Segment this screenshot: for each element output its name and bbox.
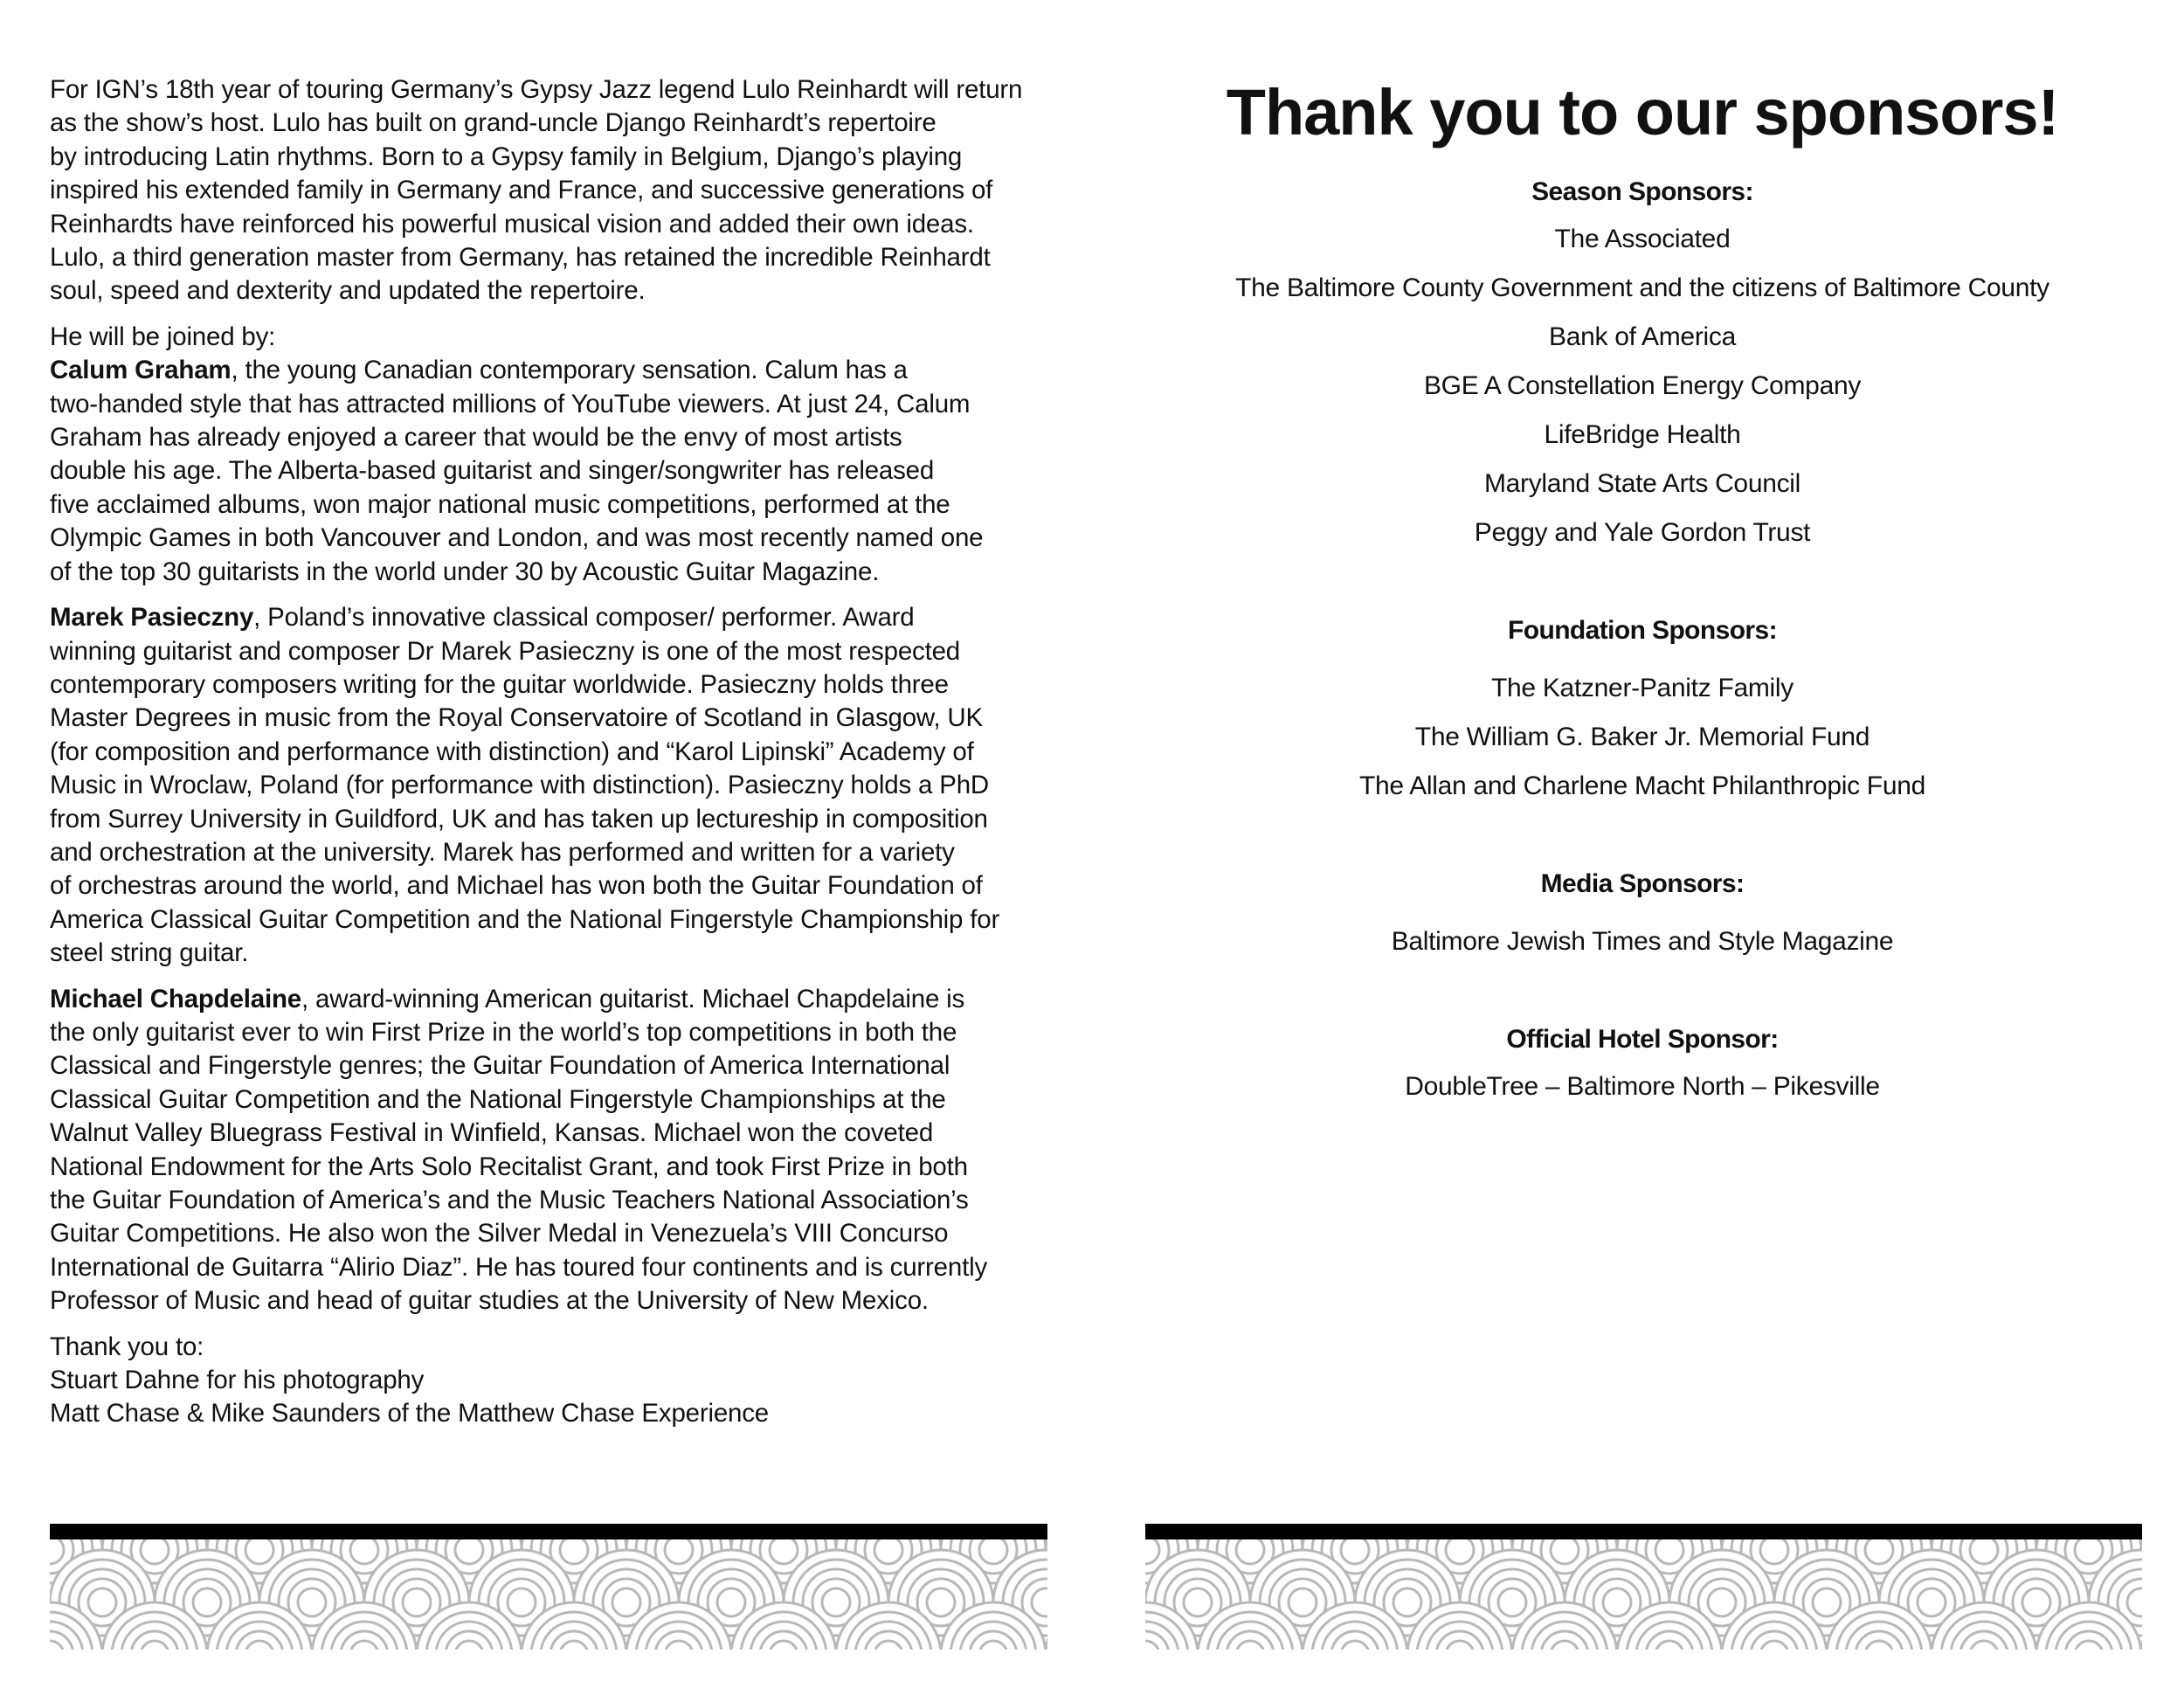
sponsor-item: The Associated [1554, 225, 1731, 253]
foundation-sponsors-heading: Foundation Sponsors: [1508, 616, 1777, 645]
marek-paragraph [50, 601, 1054, 970]
right-footer-band [1145, 1524, 2142, 1650]
sponsor-item: The William G. Baker Jr. Memorial Fund [1414, 723, 1870, 751]
season-sponsors-heading: Season Sponsors: [1531, 177, 1753, 206]
michael-name: Michael Chapdelaine [50, 984, 302, 1013]
footer-bar [50, 1524, 1047, 1539]
sponsor-item: DoubleTree – Baltimore North – Pikesville [1405, 1072, 1880, 1101]
sponsor-item: LifeBridge Health [1544, 420, 1741, 449]
performer-bios [50, 73, 1054, 1431]
sponsor-item: Peggy and Yale Gordon Trust [1474, 518, 1811, 547]
calum-name: Calum Graham [50, 356, 232, 385]
thanks-heading: Thank you to: [50, 1332, 204, 1361]
sponsor-item: Maryland State Arts Council [1483, 469, 1801, 498]
marek-name: Marek Pasieczny [50, 603, 254, 633]
sponsor-item: Baltimore Jewish Times and Style Magazine [1391, 927, 1894, 956]
left-footer-band [50, 1524, 1047, 1650]
page-title: Thank you to our sponsors! [1226, 76, 2059, 149]
foundation-sponsors-list [1184, 671, 2101, 804]
media-sponsors-heading: Media Sponsors: [1540, 869, 1745, 898]
sponsors-page [1184, 73, 2101, 1104]
sponsor-item: The Katzner-Panitz Family [1491, 674, 1794, 702]
michael-bio: , award-winning American guitarist. Michael Chapdelaine is the only guitarist ever to win First Prize in the world’s top competitions in both the Classical and Fingerstyle genres; the Guitar Foundation of America International Classical Guitar Competition and the National Fingerstyle Championships at the Walnut Valley Bluegrass Festival in Winfield, Kansas. Michael won the coveted National Endowment for the Arts Solo Recitalist Grant, and took First Prize in both the Guitar Foundation of America’s and the Music Teachers National Association’s Guitar Competitions. He also won the Silver Medal in Venezuela’s VIII Concurso International de Guitarra “Alirio Diaz”. He has toured four continents and is currently Professor of Music and head of guitar studies at the University of New Mexico. [50, 984, 987, 1316]
sponsor-item: BGE A Constellation Energy Company [1423, 371, 1862, 400]
sponsor-item: The Baltimore County Government and the citizens of Baltimore County [1235, 273, 2049, 302]
calum-paragraph [50, 354, 1054, 589]
marek-bio: , Poland’s innovative classical composer/ performer. Award winning guitarist and composer Dr Marek Pasieczny is one of the most respected contemporary composers writing for the guitar worldwide. Pasieczny holds three Master Degrees in music from the Royal Conservatoire of Scotland in Glasgow, UK (for composition and performance with distinction) and “Karol Lipinski” Academy of Music in Wroclaw, Poland (for performance with distinction). Pasieczny holds a PhD from Surrey University in Guildford, UK and has taken up lectureship in composition and orchestration at the university. Marek has performed and written for a variety of orchestras around the world, and Michael has won both the Guitar Foundation of America Classical Guitar Competition and the National Fingerstyle Championship for steel string guitar. [50, 603, 1000, 968]
scale-pattern [50, 1539, 1047, 1650]
joined-by-text: He will be joined by: [50, 322, 276, 351]
hotel-sponsor-list [1184, 1069, 2101, 1104]
footer-bar [1145, 1524, 2142, 1539]
thanks-line: Matt Chase & Mike Saunders of the Matthew Chase Experience [50, 1399, 770, 1429]
season-sponsors-list [1184, 222, 2101, 550]
calum-bio: , the young Canadian contemporary sensation. Calum has a two-handed style that has attracted millions of YouTube viewers. At just 24, Calum Graham has already enjoyed a career that would be the envy of most artists double his age. The Alberta-based guitarist and singer/songwriter has released five acclaimed albums, won major national music competitions, performed at the Olympic Games in both Vancouver and London, and was most recently named one of the top 30 guitarists in the world under 30 by Acoustic Guitar Magazine. [50, 356, 984, 586]
sponsor-item: Bank of America [1549, 322, 1736, 351]
scale-pattern [1145, 1539, 2142, 1650]
hotel-sponsor-heading: Official Hotel Sponsor: [1506, 1025, 1779, 1054]
michael-paragraph [50, 983, 1054, 1318]
thanks-line: Stuart Dahne for his photography [50, 1366, 425, 1395]
intro-paragraph: For IGN’s 18th year of touring Germany’s Gypsy Jazz legend Lulo Reinhardt will return as the show’s host. Lulo has built on grand-uncle Django Reinhardt’s repertoire by introducing Latin rhythms. Born to a Gypsy family in Belgium, Django’s playing inspired his extended family in Germany and France, and successive generations of Reinhardts have reinforced his powerful musical vision and added their own ideas. Lulo, a third generation master from Germany, has retained the incredible Reinhardt soul, speed and dexterity and updated the repertoire. [50, 75, 1023, 306]
media-sponsors-list [1184, 924, 2101, 959]
sponsor-item: The Allan and Charlene Macht Philanthropic Fund [1359, 771, 1925, 800]
